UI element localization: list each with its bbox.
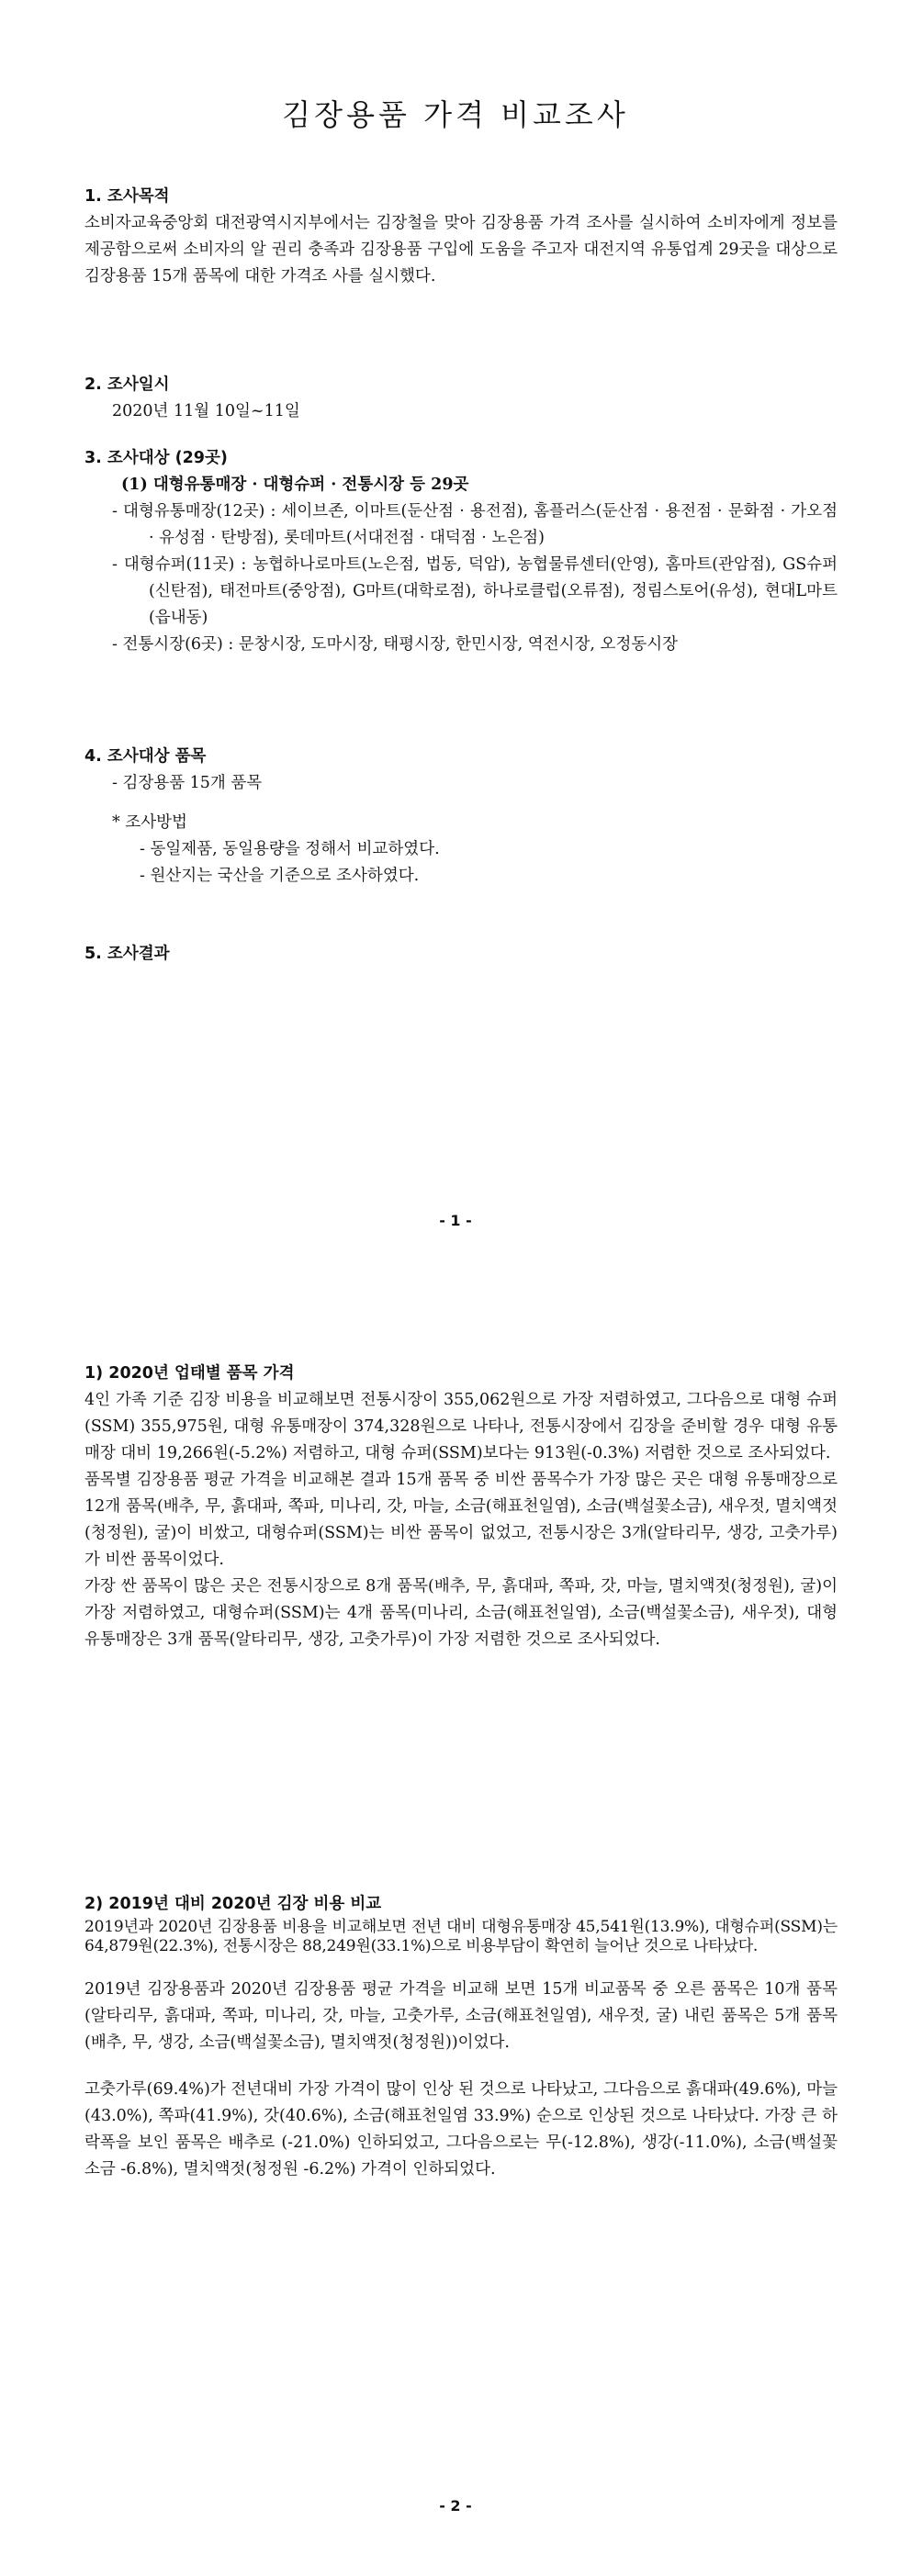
- section-1: [84, 184, 838, 290]
- result-1-paragraph: 4인 가족 기준 김장 비용을 비교해보면 전통시장이 355,062원으로 가장 저렴하였고, 그다음으로 대형 슈퍼(SSM) 355,975원, 대형 유통매장이 374,328원으로 나타나, 전통시장에서 김장을 준비할 경우 대형 유통매장 대비 19,266원(-5.2%) 저렴하고, 대형 슈퍼(SSM)보다는 913원(-0.3%) 저렴한 것으로 조사되었다.: [84, 1391, 838, 1462]
- page-number: - 2 -: [439, 2497, 472, 2514]
- result-1-paragraph: 가장 싼 품목이 많은 곳은 전통시장으로 8개 품목(배추, 무, 흙대파, 쪽파, 갓, 마늘, 멸치액젓(청정원), 굴)이 가장 저렴하였고, 대형슈퍼(SSM)는 4개 품목(미나리, 소금(해표천일염), 소금(백설꽃소금), 새우젓), 대형유통매장은 3개 품목(알타리무, 생강, 고춧가루)이 가장 저렴한 것으로 조사되었다.: [84, 1577, 838, 1649]
- method-title: * 조사방법: [112, 813, 187, 832]
- section-2-heading: 2. 조사일시: [84, 375, 170, 394]
- page-1: [0, 0, 911, 1285]
- result-1: [84, 1361, 838, 1653]
- result-2-heading: 2) 2019년 대비 2020년 김장 비용 비교: [84, 1895, 382, 1913]
- section-3-subheading: (1) 대형유통매장 · 대형슈퍼 · 전통시장 등 29곳: [121, 476, 469, 494]
- result-1-heading: 1) 2020년 업태별 품목 가격: [84, 1364, 295, 1383]
- item-count: - 김장용품 15개 품목: [112, 774, 263, 792]
- target-list-item: - 대형유통매장(12곳) : 세이브존, 이마트(둔산점 · 용전점), 홈플러스(둔산점 · 용전점 · 문화점 · 가오점 · 유성점 · 탄방점), 롯데마트(서대전점 · 대덕점 · 노은점): [112, 502, 838, 547]
- section-5-heading: 5. 조사결과: [84, 945, 170, 963]
- method-item: - 원산지는 국산을 기준으로 조사하였다.: [140, 867, 420, 885]
- section-1-heading: 1. 조사목적: [84, 187, 170, 206]
- target-list-item: - 전통시장(6곳) : 문창시장, 도마시장, 태평시장, 한민시장, 역전시장, 오정동시장: [112, 635, 679, 654]
- document-title: 김장용품 가격 비교조사: [282, 97, 629, 132]
- result-1-paragraph: 품목별 김장용품 평균 가격을 비교해본 결과 15개 품목 중 비싼 품목수가 가장 많은 곳은 대형 유통매장으로 12개 품목(배추, 무, 흙대파, 쪽파, 미나리, 갓, 마늘, 소금(해표천일염), 소금(백설꽃소금), 새우젓, 멸치액젓(청정원), 굴)이 비쌌고, 대형슈퍼(SSM)는 비싼 품목이 없었고, 전통시장은 3개(알타리무, 생강, 고춧가루)가 비싼 품목이었다.: [84, 1471, 838, 1569]
- result-2-paragraph: 2019년 김장용품과 2020년 김장용품 평균 가격을 비교해 보면 15개 비교품목 중 오른 품목은 10개 품목(알타리무, 흙대파, 쪽파, 미나리, 갓, 마늘, 고춧가루, 소금(해표천일염), 새우젓, 굴) 내린 품목은 5개 품목(배추, 무, 생강, 소금(백설꽃소금), 멸치액젓(청정원))이었다.: [84, 1980, 838, 2052]
- page-2: [0, 1285, 911, 2576]
- section-1-body: 소비자교육중앙회 대전광역시지부에서는 김장철을 맞아 김장용품 가격 조사를 실시하여 소비자에게 정보를 제공함으로써 소비자의 알 권리 충족과 김장용품 구입에 도움을 주고자 대전지역 유통업계 29곳을 대상으로 김장용품 15개 품목에 대한 가격조 사를 실시했다.: [84, 214, 838, 286]
- section-4-heading: 4. 조사대상 품목: [84, 747, 207, 766]
- result-2-paragraph: 2019년과 2020년 김장용품 비용을 비교해보면 전년 대비 대형유통매장 45,541원(13.9%), 대형슈퍼(SSM)는 64,879원(22.3%), 전통시장은 88,249원(33.1%)으로 비용부담이 확연히 늘어난 것으로 나타났다.: [84, 1918, 838, 1955]
- result-2-paragraph: 고춧가루(69.4%)가 전년대비 가장 가격이 많이 인상 된 것으로 나타났고, 그다음으로 흙대파(49.6%), 마늘(43.0%), 쪽파(41.9%), 갓(40.6%), 소금(해표천일염 33.9%) 순으로 인상된 것으로 나타났다. 가장 큰 하락폭을 보인 품목은 배추로 (-21.0%) 인하되었고, 그다음으로는 무(-12.8%), 생강(-11.0%), 소금(백설꽃소금 -6.8%), 멸치액젓(청정원 -6.2%) 가격이 인하되었다.: [84, 2080, 838, 2178]
- target-list-item: - 대형슈퍼(11곳) : 농협하나로마트(노은점, 법동, 덕암), 농협물류센터(안영), 홈마트(관암점), GS슈퍼(신탄점), 태전마트(중앙점), G마트(대학로점), 하나로클럽(오류점), 정림스토어(유성), 현대L마트(읍내동): [112, 555, 838, 627]
- section-5: [84, 941, 838, 968]
- section-3-heading: 3. 조사대상 (29곳): [84, 449, 228, 467]
- section-3: [84, 445, 838, 658]
- page-number: - 1 -: [439, 1212, 472, 1229]
- section-4: [84, 744, 838, 890]
- method-item: - 동일제품, 동일용량을 정해서 비교하였다.: [140, 840, 440, 858]
- survey-date: 2020년 11월 10일~11일: [112, 402, 300, 420]
- section-2: [84, 372, 838, 425]
- result-2: [84, 1891, 838, 2183]
